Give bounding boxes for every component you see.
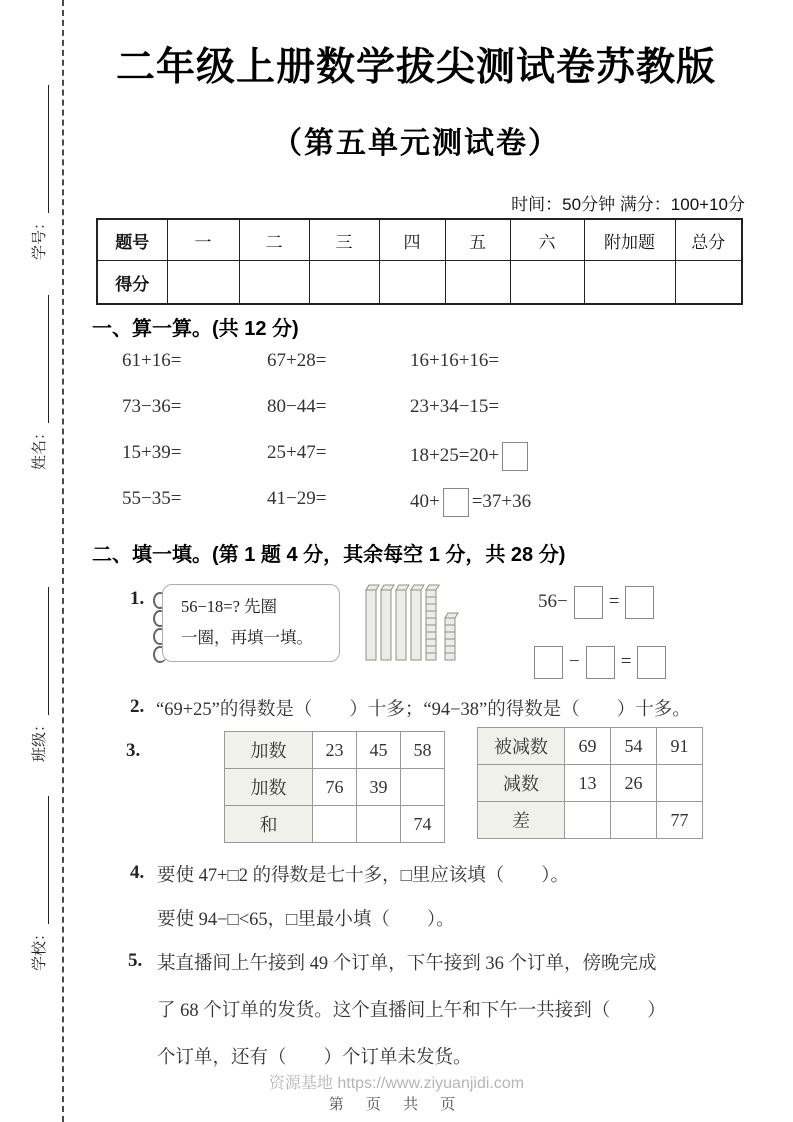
value-cell — [611, 802, 657, 839]
value-cell: 39 — [357, 769, 401, 806]
math-problem: 23+34−15= — [410, 396, 500, 417]
score-header-cell: 六 — [510, 219, 584, 261]
score-header-cell: 三 — [309, 219, 379, 261]
base-ten-blocks-image — [362, 582, 464, 666]
student-id-label: 学号： — [31, 214, 48, 260]
math-problem-suffix: =37+36 — [471, 490, 532, 512]
section2-heading: 二、填一填。(第 1 题 4 分，其余每空 1 分，共 28 分) — [92, 544, 566, 566]
footer-watermark-link: 资源基地 https://www.ziyuanjidi.com — [268, 1075, 525, 1092]
margin-dashed-line — [62, 0, 64, 1122]
math-problem: 61+16= — [122, 350, 182, 371]
table-row — [478, 802, 703, 839]
row-label-cell: 和 — [225, 806, 313, 843]
question1-number: 1. — [130, 588, 145, 609]
table-row — [225, 806, 445, 843]
answer-box — [586, 646, 615, 679]
value-cell — [357, 806, 401, 843]
score-table-header-row — [97, 219, 742, 261]
math-problem: 16+16+16= — [410, 350, 500, 371]
margin-field-name — [27, 280, 49, 470]
section1-heading: 一、算一算。(共 12 分) — [92, 318, 299, 340]
math-problem-with-box — [410, 488, 752, 517]
question2-text: “69+25”的得数是（ ）十多；“94−38”的得数是（ ）十多。 — [156, 700, 691, 720]
score-header-cell: 题号 — [97, 219, 167, 261]
answer-box — [625, 586, 654, 619]
score-table — [96, 218, 743, 305]
score-empty-cell — [445, 261, 510, 305]
table-row — [225, 732, 445, 769]
table-row — [478, 728, 703, 765]
note-card-line2: 一圈，再填一填。 — [181, 628, 313, 647]
question1-note-card — [162, 584, 340, 662]
value-cell: 77 — [657, 802, 703, 839]
minus-sign: − — [557, 590, 568, 612]
value-cell: 74 — [401, 806, 445, 843]
score-table-score-row — [97, 261, 742, 305]
score-empty-cell — [309, 261, 379, 305]
answer-box — [534, 646, 563, 679]
math-problem: 15+39= — [122, 442, 182, 463]
math-problem: 67+28= — [267, 350, 327, 371]
equals-sign: = — [620, 650, 632, 672]
math-problem-prefix: 40+ — [410, 490, 440, 512]
time-score-info: 时间：50分钟 满分：100+10分 — [511, 195, 745, 214]
answer-box — [637, 646, 666, 679]
page-title: 二年级上册数学拔尖测试卷苏教版 — [115, 46, 716, 89]
math-problem: 80−44= — [267, 396, 327, 417]
math-problem: 25+47= — [267, 442, 327, 463]
school-blank-line — [32, 796, 49, 924]
value-cell — [313, 806, 357, 843]
question3-subtraction-table — [477, 727, 703, 839]
question5-line3: 个订单，还有（ ）个订单未发货。 — [157, 1048, 472, 1068]
row-label-cell: 差 — [478, 802, 565, 839]
value-cell: 58 — [401, 732, 445, 769]
question5-number: 5. — [128, 950, 143, 971]
score-empty-cell — [239, 261, 309, 305]
class-blank-line — [32, 587, 49, 715]
math-problem: 55−35= — [122, 488, 182, 509]
row-label-cell: 减数 — [478, 765, 565, 802]
row-label-cell: 被减数 — [478, 728, 565, 765]
footer-page-info: 第 页 共 页 — [328, 1096, 465, 1113]
score-header-cell: 五 — [445, 219, 510, 261]
margin-field-student-id — [27, 70, 49, 260]
equals-sign: = — [608, 590, 620, 612]
value-cell: 23 — [313, 732, 357, 769]
value-cell: 54 — [611, 728, 657, 765]
score-header-cell: 一 — [167, 219, 239, 261]
table-row — [478, 765, 703, 802]
note-card-line1: 56−18=? 先圈 — [181, 597, 278, 616]
score-header-cell: 附加题 — [584, 219, 675, 261]
question4-line1: 要使 47+□2 的得数是七十多，□里应该填（ ）。 — [157, 866, 570, 886]
question3-addition-table — [224, 731, 445, 843]
score-row-label: 得分 — [97, 261, 167, 305]
answer-box — [502, 442, 528, 471]
row-label-cell: 加数 — [225, 732, 313, 769]
value-cell — [565, 802, 611, 839]
question4-number: 4. — [130, 862, 145, 883]
minus-sign: − — [569, 650, 580, 672]
question4-line2: 要使 94−□<65，□里最小填（ ）。 — [157, 910, 455, 930]
question2-number: 2. — [130, 696, 145, 717]
table-row — [225, 769, 445, 806]
value-cell: 45 — [357, 732, 401, 769]
score-empty-cell — [510, 261, 584, 305]
math-problem: 73−36= — [122, 396, 182, 417]
score-empty-cell — [675, 261, 742, 305]
value-cell: 91 — [657, 728, 703, 765]
value-cell — [657, 765, 703, 802]
score-empty-cell — [167, 261, 239, 305]
page-subtitle: （第五单元测试卷） — [272, 127, 560, 160]
question1-equation1 — [538, 586, 660, 619]
question5-line2: 了 68 个订单的发货。这个直播间上午和下午一共接到（ ） — [157, 1001, 666, 1021]
student-id-blank-line — [32, 85, 49, 213]
question1-equation2 — [528, 646, 672, 679]
math-problem-prefix: 18+25=20+ — [410, 444, 500, 466]
name-label: 姓名： — [31, 424, 48, 470]
value-cell: 69 — [565, 728, 611, 765]
class-label: 班级： — [31, 716, 48, 762]
value-cell: 26 — [611, 765, 657, 802]
value-cell: 76 — [313, 769, 357, 806]
value-cell: 13 — [565, 765, 611, 802]
score-header-cell: 二 — [239, 219, 309, 261]
margin-field-school — [27, 781, 49, 971]
score-header-cell: 四 — [379, 219, 445, 261]
score-empty-cell — [584, 261, 675, 305]
margin-field-class — [27, 572, 49, 762]
row-label-cell: 加数 — [225, 769, 313, 806]
section1-problems — [122, 350, 752, 534]
question5-line1: 某直播间上午接到 49 个订单，下午接到 36 个订单，傍晚完成 — [157, 954, 657, 974]
name-blank-line — [32, 295, 49, 423]
eq1-number: 56 — [538, 590, 557, 612]
answer-box — [574, 586, 603, 619]
question3-number: 3. — [126, 740, 141, 761]
score-empty-cell — [379, 261, 445, 305]
answer-box — [443, 488, 469, 517]
math-problem-with-box — [410, 442, 752, 471]
math-problem: 41−29= — [267, 488, 327, 509]
score-header-cell: 总分 — [675, 219, 742, 261]
value-cell — [401, 769, 445, 806]
school-label: 学校： — [31, 925, 48, 971]
